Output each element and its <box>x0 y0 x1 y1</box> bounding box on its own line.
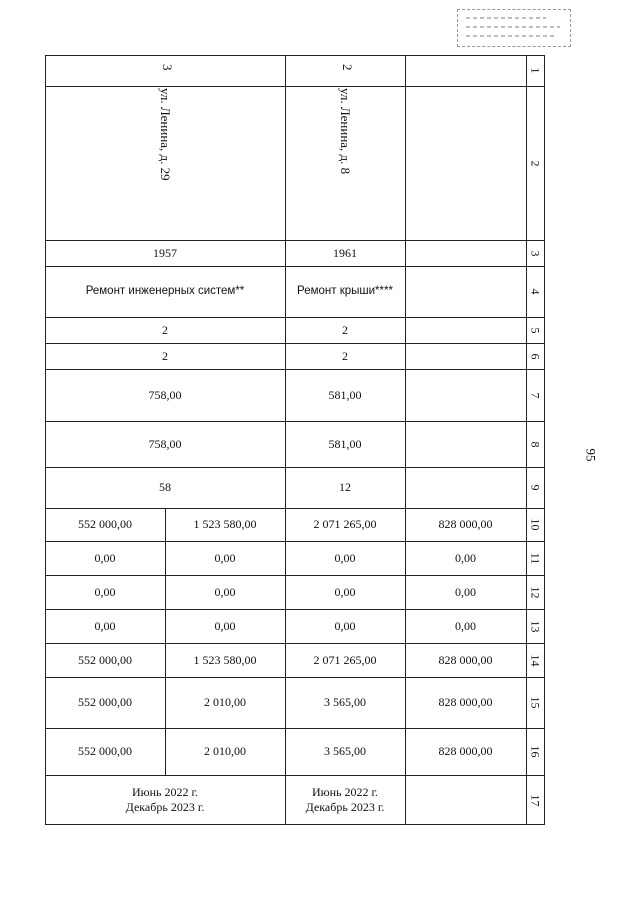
money-cell: 2 010,00 <box>204 744 246 758</box>
page-number: 95 <box>583 448 599 462</box>
address-lenina-8: ул. Ленина, д. 8 <box>338 88 353 175</box>
money-cell: 3 565,00 <box>324 744 366 758</box>
row-number: 17 <box>528 794 543 806</box>
money-cell: 828 000,00 <box>438 517 493 531</box>
year-cell: 1961 <box>333 245 357 260</box>
money-cell: 0,00 <box>334 550 356 565</box>
work-type-cell: Ремонт инженерных систем** <box>85 285 245 297</box>
money-cell: 0,00 <box>214 550 236 565</box>
row-number: 15 <box>528 696 543 709</box>
money-cell: 552 000,00 <box>78 652 132 667</box>
money-cell: 0,00 <box>455 550 476 565</box>
row-number: 9 <box>528 484 543 491</box>
row-number: 6 <box>528 353 543 359</box>
row-number: 14 <box>528 654 543 666</box>
money-cell: 552 000,00 <box>78 517 132 531</box>
row-number: 1 <box>528 67 543 74</box>
row-number: 13 <box>528 620 543 632</box>
money-cell: 828 000,00 <box>438 744 493 758</box>
money-cell: 2 071 265,00 <box>313 652 377 667</box>
row7-cell: 758,00 <box>148 387 182 402</box>
period-start: Июнь 2022 г. <box>311 785 379 799</box>
row9-cell: 12 <box>339 480 351 494</box>
money-cell: 0,00 <box>94 618 116 633</box>
money-cell: 828 000,00 <box>438 695 493 709</box>
row-number: 16 <box>528 745 543 758</box>
money-cell: 0,00 <box>214 618 236 633</box>
col-number-2: 2 <box>340 64 355 71</box>
row9-cell: 58 <box>159 480 171 494</box>
row6-cell: 2 <box>162 348 168 363</box>
period-cell <box>285 775 405 825</box>
row-number: 10 <box>528 518 543 531</box>
money-cell: 552 000,00 <box>78 744 132 758</box>
money-cell: 0,00 <box>94 550 116 565</box>
address-lenina-29: ул. Ленина, д. 29 <box>158 88 173 181</box>
registration-stamp <box>457 9 571 47</box>
row5-cell: 2 <box>162 322 168 337</box>
row5-cell: 2 <box>342 322 348 337</box>
period-end: Декабрь 2023 г. <box>125 800 205 814</box>
row-number: 2 <box>528 160 543 166</box>
period-cell <box>45 775 285 825</box>
money-cell: 1 523 580,00 <box>193 517 257 531</box>
money-cell: 552 000,00 <box>78 695 132 709</box>
col-number-3: 3 <box>160 64 175 71</box>
period-start: Июнь 2022 г. <box>131 785 199 799</box>
row-number: 5 <box>528 327 543 333</box>
row-number: 8 <box>528 441 543 447</box>
row-number: 3 <box>528 250 543 256</box>
money-cell: 828 000,00 <box>438 652 493 667</box>
money-cell: 0,00 <box>214 584 236 599</box>
row8-cell: 581,00 <box>328 436 362 451</box>
money-cell: 0,00 <box>334 584 356 599</box>
row8-cell: 758,00 <box>148 436 182 451</box>
money-cell: 0,00 <box>334 618 356 633</box>
row7-cell: 581,00 <box>328 387 362 402</box>
money-cell: 0,00 <box>455 584 476 599</box>
row-number: 12 <box>528 586 543 598</box>
row6-cell: 2 <box>342 348 348 363</box>
money-cell: 3 565,00 <box>324 695 366 709</box>
row-number: 7 <box>528 392 543 398</box>
money-cell: 2 010,00 <box>204 695 246 709</box>
money-cell: 0,00 <box>94 584 116 599</box>
year-cell: 1957 <box>153 245 177 260</box>
row-number: 4 <box>528 288 543 295</box>
work-type-cell: Ремонт крыши**** <box>297 285 393 297</box>
money-cell: 2 071 265,00 <box>313 517 377 531</box>
row-number: 11 <box>528 552 543 564</box>
money-cell: 1 523 580,00 <box>193 652 257 667</box>
money-cell: 0,00 <box>455 618 476 633</box>
period-end: Декабрь 2023 г. <box>305 800 385 814</box>
